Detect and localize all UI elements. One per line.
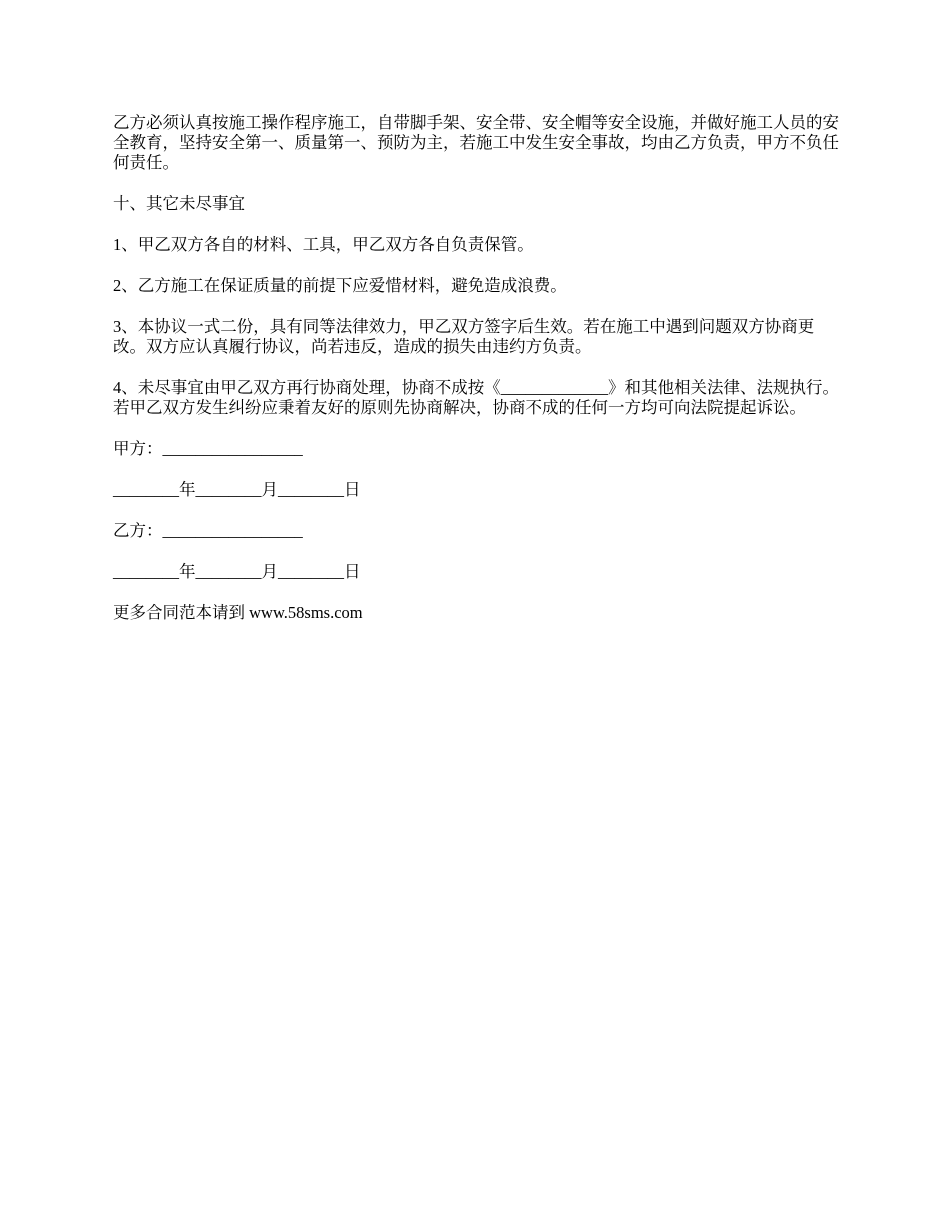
section-heading: 十、其它未尽事宜 xyxy=(113,194,245,213)
clause-2: 2、乙方施工在保证质量的前提下应爱惜材料，避免造成浪费。 xyxy=(113,276,567,295)
safety-clause-paragraph: 乙方必须认真按施工操作程序施工，自带脚手架、安全带、安全帽等安全设施，并做好施工人员的安全教育，坚持安全第一、质量第一、预防为主，若施工中发生安全事故，均由乙方负责，甲方不负任何责任。 xyxy=(113,113,839,172)
footer-note: 更多合同范本请到 www.58sms.com xyxy=(113,603,363,622)
clause-1: 1、甲乙双方各自的材料、工具，甲乙双方各自负责保管。 xyxy=(113,235,534,254)
document-page xyxy=(113,113,841,644)
party-a-signature-line: 甲方：_________________ xyxy=(113,439,303,458)
clause-3: 3、本协议一式二份，具有同等法律效力，甲乙双方签字后生效。若在施工中遇到问题双方协商更改。双方应认真履行协议，尚若违反，造成的损失由违约方负责。 xyxy=(113,317,815,356)
party-b-date-line: ________年________月________日 xyxy=(113,562,361,581)
party-a-date-line: ________年________月________日 xyxy=(113,480,361,499)
party-b-signature-line: 乙方：_________________ xyxy=(113,521,303,540)
clause-4: 4、未尽事宜由甲乙双方再行协商处理，协商不成按《_____________》和其他相关法律、法规执行。若甲乙双方发生纠纷应秉着友好的原则先协商解决，协商不成的任何一方均可向法院提起诉讼。 xyxy=(113,378,839,417)
